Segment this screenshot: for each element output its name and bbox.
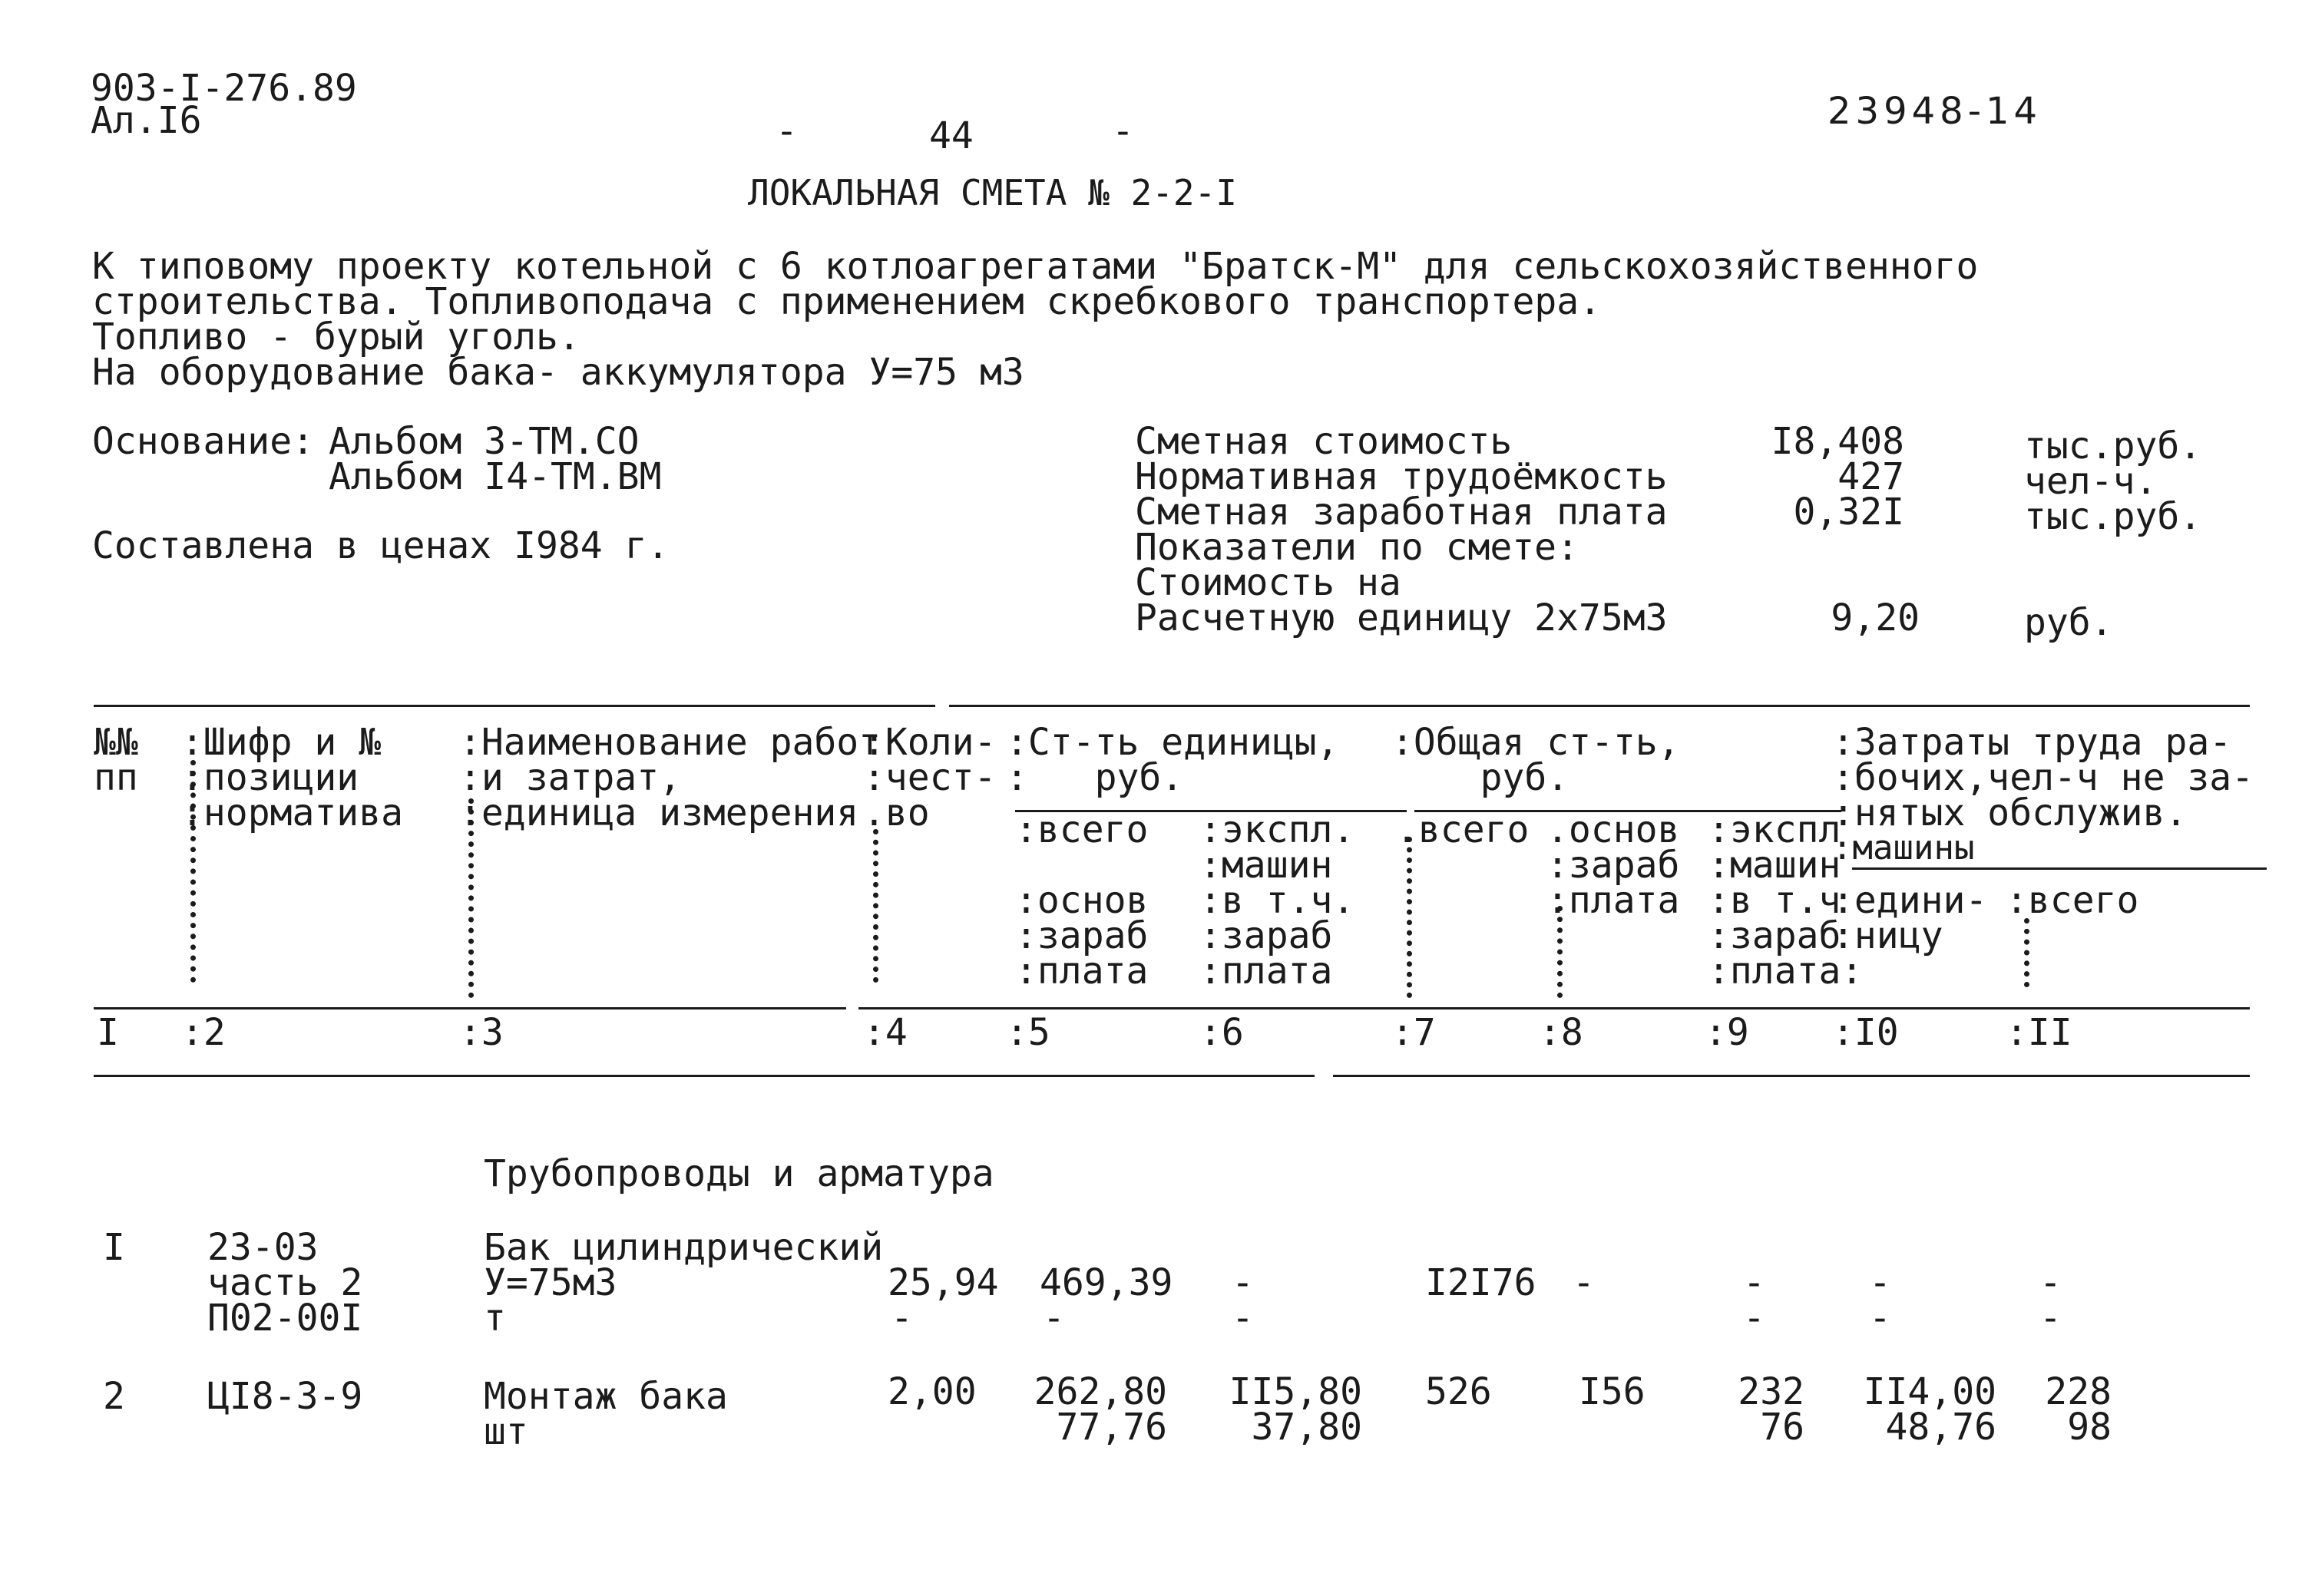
col1-header-line-2: пп bbox=[94, 756, 138, 799]
labor-group-line-2: :бочих,чел-ч не за- bbox=[1832, 756, 2254, 799]
price-basis: Составлена в ценах I984 г. bbox=[92, 524, 670, 567]
col8-header-line-2: :зараб bbox=[1546, 844, 1680, 887]
labor-subheader-rule bbox=[1852, 867, 2267, 870]
document-code: 903-I-276.89 bbox=[91, 67, 357, 110]
header-rule-top-right bbox=[949, 705, 2250, 707]
col8-header-line-3: :плата bbox=[1546, 879, 1680, 922]
labor-group-line-4: :машины bbox=[1832, 828, 1975, 867]
row-1-labor-unit: - bbox=[1869, 1261, 1891, 1304]
row-2-number: 2 bbox=[103, 1375, 125, 1418]
unit-cost-value: 9,20 bbox=[1831, 596, 1920, 639]
row-2-labor-total: 228 bbox=[2045, 1370, 2112, 1413]
row-1-total-machine: - bbox=[1743, 1261, 1765, 1304]
col4-header-line-1: :Коли- bbox=[863, 721, 997, 764]
col5-header-line-3: :плата bbox=[1015, 950, 1149, 993]
wage-unit: тыс.руб. bbox=[2024, 495, 2202, 538]
row-2-labor-unit: II4,00 bbox=[1863, 1370, 1996, 1413]
header-rule-bottom-right bbox=[1333, 1075, 2250, 1077]
row-1-name-line-1: Бак цилиндрический bbox=[484, 1226, 884, 1269]
row-1-unit-wage: - bbox=[1043, 1297, 1065, 1340]
row-1-total-wage: - bbox=[1573, 1261, 1595, 1304]
intro-line-1: К типовому проекту котельной с 6 котлоагрегатами "Братск-М" для сельскохозяйственного bbox=[92, 245, 1979, 288]
col9-header-line-2: :машин bbox=[1708, 844, 1841, 887]
row-2-labor-unit-sub: 48,76 bbox=[1885, 1406, 1996, 1449]
labor-group-line-3: :нятых обслужив. bbox=[1832, 791, 2188, 834]
col4-header-line-3: .во bbox=[863, 791, 930, 834]
indicators-label: Показатели по смете: bbox=[1135, 526, 1579, 569]
row-2-name-line-1: Монтаж бака bbox=[484, 1375, 728, 1418]
cost-value: I8,408 bbox=[1771, 420, 1904, 463]
labor-value: 427 bbox=[1837, 455, 1904, 498]
row-1-labor-total: - bbox=[2039, 1261, 2062, 1304]
row-2-unit-wage: 77,76 bbox=[1056, 1406, 1167, 1449]
page-dash-left: - bbox=[776, 110, 798, 153]
col6-header-line-5: :плата bbox=[1199, 950, 1333, 993]
labor-label: Нормативная трудоёмкость bbox=[1135, 455, 1668, 498]
column-number-10: :I0 bbox=[1832, 1011, 1899, 1054]
column-number-3: :3 bbox=[459, 1011, 504, 1054]
intro-line-2: строительства. Топливоподача с применением скребкового транспортера. bbox=[92, 280, 1602, 323]
cost-unit: тыс.руб. bbox=[2024, 425, 2202, 468]
labor-unit: чел-ч. bbox=[2024, 460, 2158, 503]
row-1-total-machine-wage: - bbox=[1743, 1297, 1765, 1340]
col9-header-line-4: :зараб bbox=[1708, 914, 1841, 957]
row-2-code: ЦI8-3-9 bbox=[207, 1375, 363, 1418]
col6-header-line-3: :в т.ч. bbox=[1199, 879, 1355, 922]
col10-header-line-1: :едини- bbox=[1832, 879, 1988, 922]
column-number-4: :4 bbox=[863, 1011, 908, 1054]
column-number-6: :6 bbox=[1199, 1011, 1244, 1054]
unit-cost-label: Расчетную единицу 2х75м3 bbox=[1135, 596, 1668, 639]
row-1-code-line-1: 23-03 bbox=[207, 1226, 319, 1269]
col5-header-top: :всего bbox=[1015, 808, 1149, 851]
col5-header-line-1: :основ bbox=[1015, 879, 1149, 922]
row-1-code-line-2: часть 2 bbox=[207, 1261, 363, 1304]
col1-header-line-1: №№ bbox=[94, 721, 138, 764]
intro-line-3: Топливо - бурый уголь. bbox=[92, 316, 580, 359]
row-2-unit-total: 262,80 bbox=[1034, 1370, 1167, 1413]
page-dash-right: - bbox=[1112, 110, 1134, 153]
col9-header-line-1: :экспл bbox=[1708, 808, 1841, 851]
col6-header-line-4: :зараб bbox=[1199, 914, 1333, 957]
col6-header-line-1: :экспл. bbox=[1199, 808, 1355, 851]
col2-header-line-3: :норматива bbox=[181, 791, 403, 834]
row-1-qty-sub: - bbox=[891, 1297, 913, 1340]
col7-header: .всего bbox=[1396, 808, 1530, 851]
cost-per-label: Стоимость на bbox=[1135, 561, 1401, 604]
cost-label: Сметная стоимость bbox=[1135, 420, 1513, 463]
unit-cost-group-line-2: : руб. bbox=[1006, 756, 1184, 799]
col10-header-line-2: :ницу bbox=[1832, 914, 1943, 957]
row-1-number: I bbox=[103, 1226, 125, 1269]
header-rule-middle-right bbox=[858, 1007, 2250, 1009]
row-2-total-machine: 232 bbox=[1738, 1370, 1804, 1413]
row-1-unit-total: 469,39 bbox=[1040, 1261, 1173, 1304]
row-2-qty: 2,00 bbox=[888, 1370, 977, 1413]
row-1-code-line-3: П02-00I bbox=[207, 1297, 363, 1340]
unit-cost-unit: руб. bbox=[2024, 601, 2113, 644]
row-2-total: 526 bbox=[1425, 1370, 1492, 1413]
column-number-5: :5 bbox=[1006, 1011, 1050, 1054]
album-number: Ал.I6 bbox=[91, 99, 202, 142]
column-number-8: :8 bbox=[1539, 1011, 1583, 1054]
col6-header-line-2: :машин bbox=[1199, 844, 1333, 887]
col9-header-line-5: :плата: bbox=[1708, 950, 1864, 993]
column-number-2: :2 bbox=[181, 1011, 226, 1054]
total-cost-group-line-2: руб. bbox=[1391, 756, 1569, 799]
column-number-1: I bbox=[97, 1011, 119, 1054]
row-1-total: I2I76 bbox=[1425, 1261, 1536, 1304]
labor-group-line-1: :Затраты труда ра- bbox=[1832, 721, 2232, 764]
basis-album-1: Альбом 3-ТМ.СО bbox=[329, 420, 640, 463]
column-number-11: :II bbox=[2006, 1011, 2072, 1054]
col4-header-line-2: :чест- bbox=[863, 756, 997, 799]
column-separator-11 bbox=[2024, 918, 2029, 987]
wage-value: 0,32I bbox=[1793, 491, 1904, 534]
document-title: ЛОКАЛЬНАЯ СМЕТА № 2-2-I bbox=[748, 172, 1237, 213]
col2-header-line-1: :Шифр и № bbox=[181, 721, 382, 764]
header-rule-middle-left bbox=[94, 1007, 846, 1009]
unit-cost-group-line-1: :Ст-ть единицы, bbox=[1006, 721, 1339, 764]
basis-label: Основание: bbox=[92, 420, 314, 463]
row-2-total-wage: I56 bbox=[1579, 1370, 1646, 1413]
column-number-7: :7 bbox=[1391, 1011, 1436, 1054]
intro-line-4: На оборудование бака- аккумулятора У=75 м3 bbox=[92, 351, 1024, 394]
row-2-name-line-2: шт bbox=[484, 1410, 528, 1453]
basis-album-2: Альбом I4-ТМ.ВМ bbox=[329, 455, 662, 498]
column-number-9: :9 bbox=[1705, 1011, 1749, 1054]
col9-header-line-3: :в т.ч bbox=[1708, 879, 1841, 922]
row-1-labor-total-sub: - bbox=[2039, 1297, 2062, 1340]
column-separator-7 bbox=[1407, 837, 1412, 998]
col8-header-line-1: .основ bbox=[1546, 808, 1680, 851]
row-1-name-line-2: У=75м3 bbox=[484, 1261, 617, 1304]
row-2-labor-total-sub: 98 bbox=[2067, 1406, 2112, 1449]
col11-header: :всего bbox=[2006, 879, 2139, 922]
header-rule-top-left bbox=[94, 705, 935, 707]
col3-header-line-2: :и затрат, bbox=[459, 756, 681, 799]
row-1-name-line-3: т bbox=[484, 1297, 506, 1340]
section-title: Трубопроводы и арматура bbox=[484, 1152, 994, 1195]
row-1-qty: 25,94 bbox=[888, 1261, 999, 1304]
archive-stamp: 23948-14 bbox=[1827, 90, 2042, 133]
row-2-unit-machine-wage: 37,80 bbox=[1251, 1406, 1362, 1449]
col3-header-line-3: :единица измерения bbox=[459, 791, 859, 834]
row-2-unit-machine: II5,80 bbox=[1229, 1370, 1362, 1413]
col5-header-line-2: :зараб bbox=[1015, 914, 1149, 957]
wage-label: Сметная заработная плата bbox=[1135, 491, 1668, 534]
column-separator-4 bbox=[873, 829, 878, 983]
row-1-unit-machine: - bbox=[1232, 1261, 1254, 1304]
col3-header-line-1: :Наименование работ bbox=[459, 721, 881, 764]
row-2-total-machine-wage: 76 bbox=[1760, 1406, 1804, 1449]
header-rule-bottom-left bbox=[94, 1075, 1315, 1077]
row-1-unit-machine-wage: - bbox=[1232, 1297, 1254, 1340]
page-number: 44 bbox=[929, 114, 974, 157]
col2-header-line-2: :позиции bbox=[181, 756, 359, 799]
total-cost-group-line-1: :Общая ст-ть, bbox=[1391, 721, 1680, 764]
row-1-labor-unit-sub: - bbox=[1869, 1297, 1891, 1340]
